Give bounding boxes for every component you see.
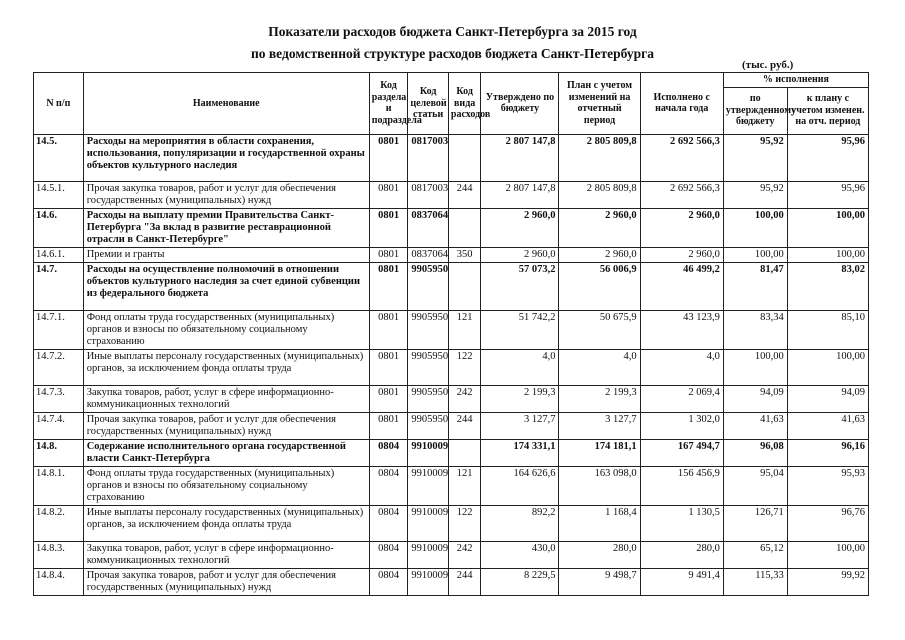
cell-executed: 156 456,9 [640, 466, 723, 505]
table-row [34, 262, 869, 310]
cell-pct-budget: 65,12 [723, 541, 787, 568]
table-row [34, 505, 869, 541]
cell-approved: 4,0 [481, 349, 559, 385]
cell-statya: 0837064 [408, 208, 449, 247]
cell-statya: 9910009 [408, 568, 449, 595]
cell-razdel: 0801 [369, 208, 408, 247]
cell-plan: 174 181,1 [559, 439, 640, 466]
col-num: N п/п [34, 73, 84, 135]
cell-plan: 1 168,4 [559, 505, 640, 541]
cell-razdel: 0801 [369, 385, 408, 412]
cell-name: Премии и гранты [83, 247, 369, 262]
cell-vid: 242 [448, 385, 480, 412]
cell-executed: 2 692 566,3 [640, 181, 723, 208]
cell-plan: 2 960,0 [559, 247, 640, 262]
cell-razdel: 0801 [369, 181, 408, 208]
cell-plan: 2 805 809,8 [559, 134, 640, 181]
cell-pct-plan: 96,16 [787, 439, 868, 466]
cell-name: Прочая закупка товаров, работ и услуг для обеспечения государственных (муниципальных) нужд [83, 181, 369, 208]
cell-num: 14.5.1. [34, 181, 84, 208]
cell-approved: 57 073,2 [481, 262, 559, 310]
cell-razdel: 0804 [369, 568, 408, 595]
cell-name: Расходы на мероприятия в области сохранения, использования, популяризации и государственной охраны объектов культурного наследия [83, 134, 369, 181]
cell-name: Закупка товаров, работ, услуг в сфере информационно-коммуникационных технологий [83, 385, 369, 412]
col-plan: План с учетом изменений на отчетный период [559, 73, 640, 135]
cell-pct-plan: 95,96 [787, 134, 868, 181]
table-row [34, 181, 869, 208]
col-pct-group: % исполнения [723, 73, 868, 88]
table-row [34, 412, 869, 439]
cell-plan: 163 098,0 [559, 466, 640, 505]
cell-pct-plan: 41,63 [787, 412, 868, 439]
cell-executed: 2 960,0 [640, 247, 723, 262]
cell-executed: 280,0 [640, 541, 723, 568]
cell-razdel: 0804 [369, 505, 408, 541]
col-statya: Код целевой статьи [408, 73, 449, 135]
cell-executed: 2 069,4 [640, 385, 723, 412]
cell-name: Фонд оплаты труда государственных (муниципальных) органов и взносы по обязательному социальному страхованию [83, 466, 369, 505]
table-header [34, 73, 869, 135]
cell-approved: 8 229,5 [481, 568, 559, 595]
cell-num: 14.5. [34, 134, 84, 181]
cell-statya: 9905950 [408, 385, 449, 412]
cell-vid: 121 [448, 310, 480, 349]
col-name: Наименование [83, 73, 369, 135]
cell-vid [448, 262, 480, 310]
cell-plan: 50 675,9 [559, 310, 640, 349]
cell-razdel: 0804 [369, 439, 408, 466]
cell-num: 14.8.2. [34, 505, 84, 541]
col-razdel: Код раздела и подраздела [369, 73, 408, 135]
cell-executed: 1 302,0 [640, 412, 723, 439]
cell-executed: 46 499,2 [640, 262, 723, 310]
cell-name: Прочая закупка товаров, работ и услуг для обеспечения государственных (муниципальных) нужд [83, 568, 369, 595]
cell-num: 14.6.1. [34, 247, 84, 262]
cell-statya: 9905950 [408, 310, 449, 349]
cell-num: 14.7.3. [34, 385, 84, 412]
cell-pct-budget: 81,47 [723, 262, 787, 310]
page-subtitle: по ведомственной структуре расходов бюджета Санкт-Петербурга [250, 46, 655, 61]
cell-statya: 9905950 [408, 262, 449, 310]
cell-executed: 43 123,9 [640, 310, 723, 349]
cell-pct-plan: 100,00 [787, 349, 868, 385]
col-vid: Код вида расходов [448, 73, 480, 135]
cell-pct-plan: 95,96 [787, 181, 868, 208]
cell-name: Иные выплаты персоналу государственных (муниципальных) органов, за исключением фонда оплаты труда [83, 505, 369, 541]
cell-pct-plan: 95,93 [787, 466, 868, 505]
cell-vid: 244 [448, 412, 480, 439]
cell-approved: 892,2 [481, 505, 559, 541]
cell-razdel: 0801 [369, 412, 408, 439]
cell-vid: 350 [448, 247, 480, 262]
cell-pct-budget: 100,00 [723, 349, 787, 385]
cell-num: 14.7.1. [34, 310, 84, 349]
budget-table [33, 72, 869, 596]
cell-plan: 4,0 [559, 349, 640, 385]
cell-pct-budget: 95,92 [723, 181, 787, 208]
cell-name: Иные выплаты персоналу государственных (муниципальных) органов, за исключением фонда оплаты труда [83, 349, 369, 385]
cell-plan: 2 199,3 [559, 385, 640, 412]
cell-plan: 2 960,0 [559, 208, 640, 247]
cell-pct-budget: 126,71 [723, 505, 787, 541]
cell-vid [448, 439, 480, 466]
cell-executed: 2 960,0 [640, 208, 723, 247]
cell-pct-plan: 100,00 [787, 208, 868, 247]
table-row [34, 385, 869, 412]
cell-name: Расходы на выплату премии Правительства Санкт-Петербурга "За вклад в развитие реставрационной отрасли в Санкт-Петербурге" [83, 208, 369, 247]
table-body [34, 134, 869, 595]
cell-plan: 280,0 [559, 541, 640, 568]
cell-executed: 4,0 [640, 349, 723, 385]
cell-num: 14.8.4. [34, 568, 84, 595]
cell-pct-budget: 115,33 [723, 568, 787, 595]
cell-vid: 122 [448, 505, 480, 541]
cell-plan: 9 498,7 [559, 568, 640, 595]
cell-name: Содержание исполнительного органа государственной власти Санкт-Петербурга [83, 439, 369, 466]
cell-razdel: 0801 [369, 349, 408, 385]
cell-pct-budget: 95,04 [723, 466, 787, 505]
cell-num: 14.7.4. [34, 412, 84, 439]
cell-razdel: 0801 [369, 247, 408, 262]
cell-approved: 2 807 147,8 [481, 181, 559, 208]
cell-approved: 2 199,3 [481, 385, 559, 412]
table-row [34, 349, 869, 385]
cell-name: Расходы на осуществление полномочий в отношении объектов культурного наследия за счет единой субвенции из федерального бюджета [83, 262, 369, 310]
table-row [34, 541, 869, 568]
cell-vid [448, 134, 480, 181]
cell-num: 14.7.2. [34, 349, 84, 385]
cell-pct-budget: 41,63 [723, 412, 787, 439]
cell-approved: 2 807 147,8 [481, 134, 559, 181]
cell-razdel: 0801 [369, 134, 408, 181]
cell-pct-plan: 85,10 [787, 310, 868, 349]
cell-pct-budget: 96,08 [723, 439, 787, 466]
cell-approved: 174 331,1 [481, 439, 559, 466]
cell-executed: 9 491,4 [640, 568, 723, 595]
page-title: Показатели расходов бюджета Санкт-Петербурга за 2015 год [268, 24, 637, 39]
cell-razdel: 0804 [369, 466, 408, 505]
table-row [34, 439, 869, 466]
cell-pct-budget: 100,00 [723, 247, 787, 262]
cell-vid [448, 208, 480, 247]
cell-pct-budget: 95,92 [723, 134, 787, 181]
cell-statya: 0817003 [408, 134, 449, 181]
cell-executed: 2 692 566,3 [640, 134, 723, 181]
col-executed: Исполнено с начала года [640, 73, 723, 135]
cell-vid: 244 [448, 568, 480, 595]
cell-num: 14.7. [34, 262, 84, 310]
cell-approved: 51 742,2 [481, 310, 559, 349]
cell-executed: 1 130,5 [640, 505, 723, 541]
cell-pct-budget: 100,00 [723, 208, 787, 247]
table-row [34, 310, 869, 349]
cell-approved: 164 626,6 [481, 466, 559, 505]
cell-vid: 242 [448, 541, 480, 568]
units-label: (тыс. руб.) [742, 59, 794, 71]
cell-statya: 9905950 [408, 349, 449, 385]
cell-vid: 244 [448, 181, 480, 208]
cell-name: Фонд оплаты труда государственных (муниципальных) органов и взносы по обязательному социальному страхованию [83, 310, 369, 349]
cell-pct-plan: 83,02 [787, 262, 868, 310]
cell-pct-budget: 83,34 [723, 310, 787, 349]
cell-pct-budget: 94,09 [723, 385, 787, 412]
cell-statya: 9910009 [408, 505, 449, 541]
cell-plan: 56 006,9 [559, 262, 640, 310]
cell-name: Прочая закупка товаров, работ и услуг для обеспечения государственных (муниципальных) нужд [83, 412, 369, 439]
col-pct-budget: по утвержденному бюджету [723, 87, 787, 134]
cell-name: Закупка товаров, работ, услуг в сфере информационно-коммуникационных технологий [83, 541, 369, 568]
table-row [34, 247, 869, 262]
col-approved: Утверждено по бюджету [481, 73, 559, 135]
cell-vid: 121 [448, 466, 480, 505]
cell-razdel: 0801 [369, 262, 408, 310]
cell-pct-plan: 100,00 [787, 541, 868, 568]
cell-statya: 9910009 [408, 466, 449, 505]
cell-approved: 3 127,7 [481, 412, 559, 439]
cell-approved: 2 960,0 [481, 208, 559, 247]
cell-pct-plan: 100,00 [787, 247, 868, 262]
cell-num: 14.6. [34, 208, 84, 247]
cell-razdel: 0804 [369, 541, 408, 568]
cell-pct-plan: 99,92 [787, 568, 868, 595]
cell-statya: 9910009 [408, 439, 449, 466]
cell-num: 14.8.3. [34, 541, 84, 568]
table-row [34, 466, 869, 505]
cell-statya: 9910009 [408, 541, 449, 568]
cell-statya: 0837064 [408, 247, 449, 262]
cell-statya: 9905950 [408, 412, 449, 439]
cell-pct-plan: 96,76 [787, 505, 868, 541]
cell-approved: 430,0 [481, 541, 559, 568]
cell-plan: 3 127,7 [559, 412, 640, 439]
table-row [34, 568, 869, 595]
cell-plan: 2 805 809,8 [559, 181, 640, 208]
cell-vid: 122 [448, 349, 480, 385]
table-row [34, 134, 869, 181]
cell-executed: 167 494,7 [640, 439, 723, 466]
col-pct-plan: к плану с учетом изменен. на отч. период [787, 87, 868, 134]
cell-pct-plan: 94,09 [787, 385, 868, 412]
cell-approved: 2 960,0 [481, 247, 559, 262]
cell-num: 14.8. [34, 439, 84, 466]
table-row [34, 208, 869, 247]
cell-razdel: 0801 [369, 310, 408, 349]
cell-statya: 0817003 [408, 181, 449, 208]
cell-num: 14.8.1. [34, 466, 84, 505]
